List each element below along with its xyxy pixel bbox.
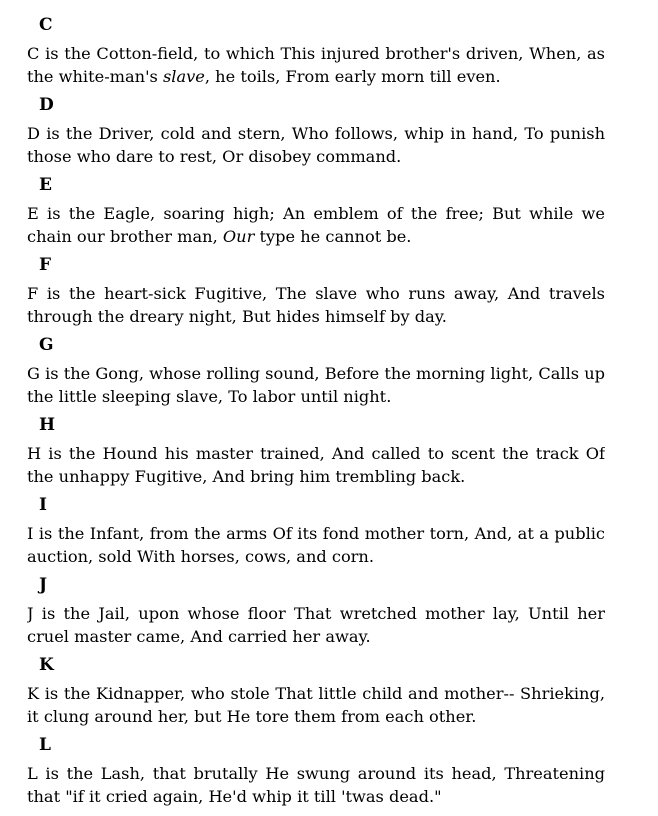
entry-letter: I <box>39 495 47 515</box>
verse-italic-text: slave <box>163 66 205 86</box>
verse-text: G is the Gong, whose rolling sound, Before the morning light, Calls up the little sleeping slave, To labor until night. <box>27 364 605 406</box>
entry-e <box>27 174 605 248</box>
entry-verse <box>27 203 605 248</box>
verse-text: C is the Cotton-field, to which This injured brother's driven, When, as the white-man's <box>27 44 605 86</box>
verse-text: K is the Kidnapper, who stole That little child and mother-- Shrieking, it clung around her, but He tore them from each other. <box>27 684 605 726</box>
entry-verse <box>27 443 605 488</box>
entry-letter: C <box>39 15 53 35</box>
verse-text: J is the Jail, upon whose floor That wretched mother lay, Until her cruel master came, And carried her away. <box>27 604 605 646</box>
entry-l <box>27 734 605 808</box>
entry-letter: F <box>39 255 52 275</box>
entry-verse <box>27 283 605 328</box>
entry-verse <box>27 123 605 168</box>
entry-verse <box>27 43 605 88</box>
verse-text: H is the Hound his master trained, And called to scent the track Of the unhappy Fugitive, And bring him trembling back. <box>27 444 605 486</box>
entry-letter: J <box>39 575 48 595</box>
verse-text: I is the Infant, from the arms Of its fond mother torn, And, at a public auction, sold With horses, cows, and corn. <box>27 524 605 566</box>
entry-f <box>27 254 605 328</box>
verse-text: , he toils, From early morn till even. <box>204 66 501 86</box>
entry-letter: D <box>39 95 54 115</box>
alphabet-verse-list <box>27 14 605 808</box>
verse-text: type he cannot be. <box>254 226 412 246</box>
entry-verse <box>27 763 605 808</box>
verse-text: D is the Driver, cold and stern, Who follows, whip in hand, To punish those who dare to rest, Or disobey command. <box>27 124 605 166</box>
verse-text: F is the heart-sick Fugitive, The slave who runs away, And travels through the dreary night, But hides himself by day. <box>27 284 605 326</box>
entry-k <box>27 654 605 728</box>
entry-letter: G <box>39 335 54 355</box>
entry-verse <box>27 523 605 568</box>
entry-verse <box>27 363 605 408</box>
entry-letter: H <box>39 415 56 435</box>
verse-italic-text: Our <box>222 226 255 246</box>
entry-h <box>27 414 605 488</box>
entry-verse <box>27 683 605 728</box>
entry-g <box>27 334 605 408</box>
entry-d <box>27 94 605 168</box>
entry-letter: L <box>39 735 51 755</box>
entry-letter: K <box>39 655 54 675</box>
entry-i <box>27 494 605 568</box>
entry-c <box>27 14 605 88</box>
verse-text: E is the Eagle, soaring high; An emblem of the free; But while we chain our brother man, <box>27 204 605 246</box>
verse-text: L is the Lash, that brutally He swung around its head, Threatening that "if it cried again, He'd whip it till 'twas dead." <box>27 764 605 806</box>
entry-verse <box>27 603 605 648</box>
entry-j <box>27 574 605 648</box>
entry-letter: E <box>39 175 52 195</box>
